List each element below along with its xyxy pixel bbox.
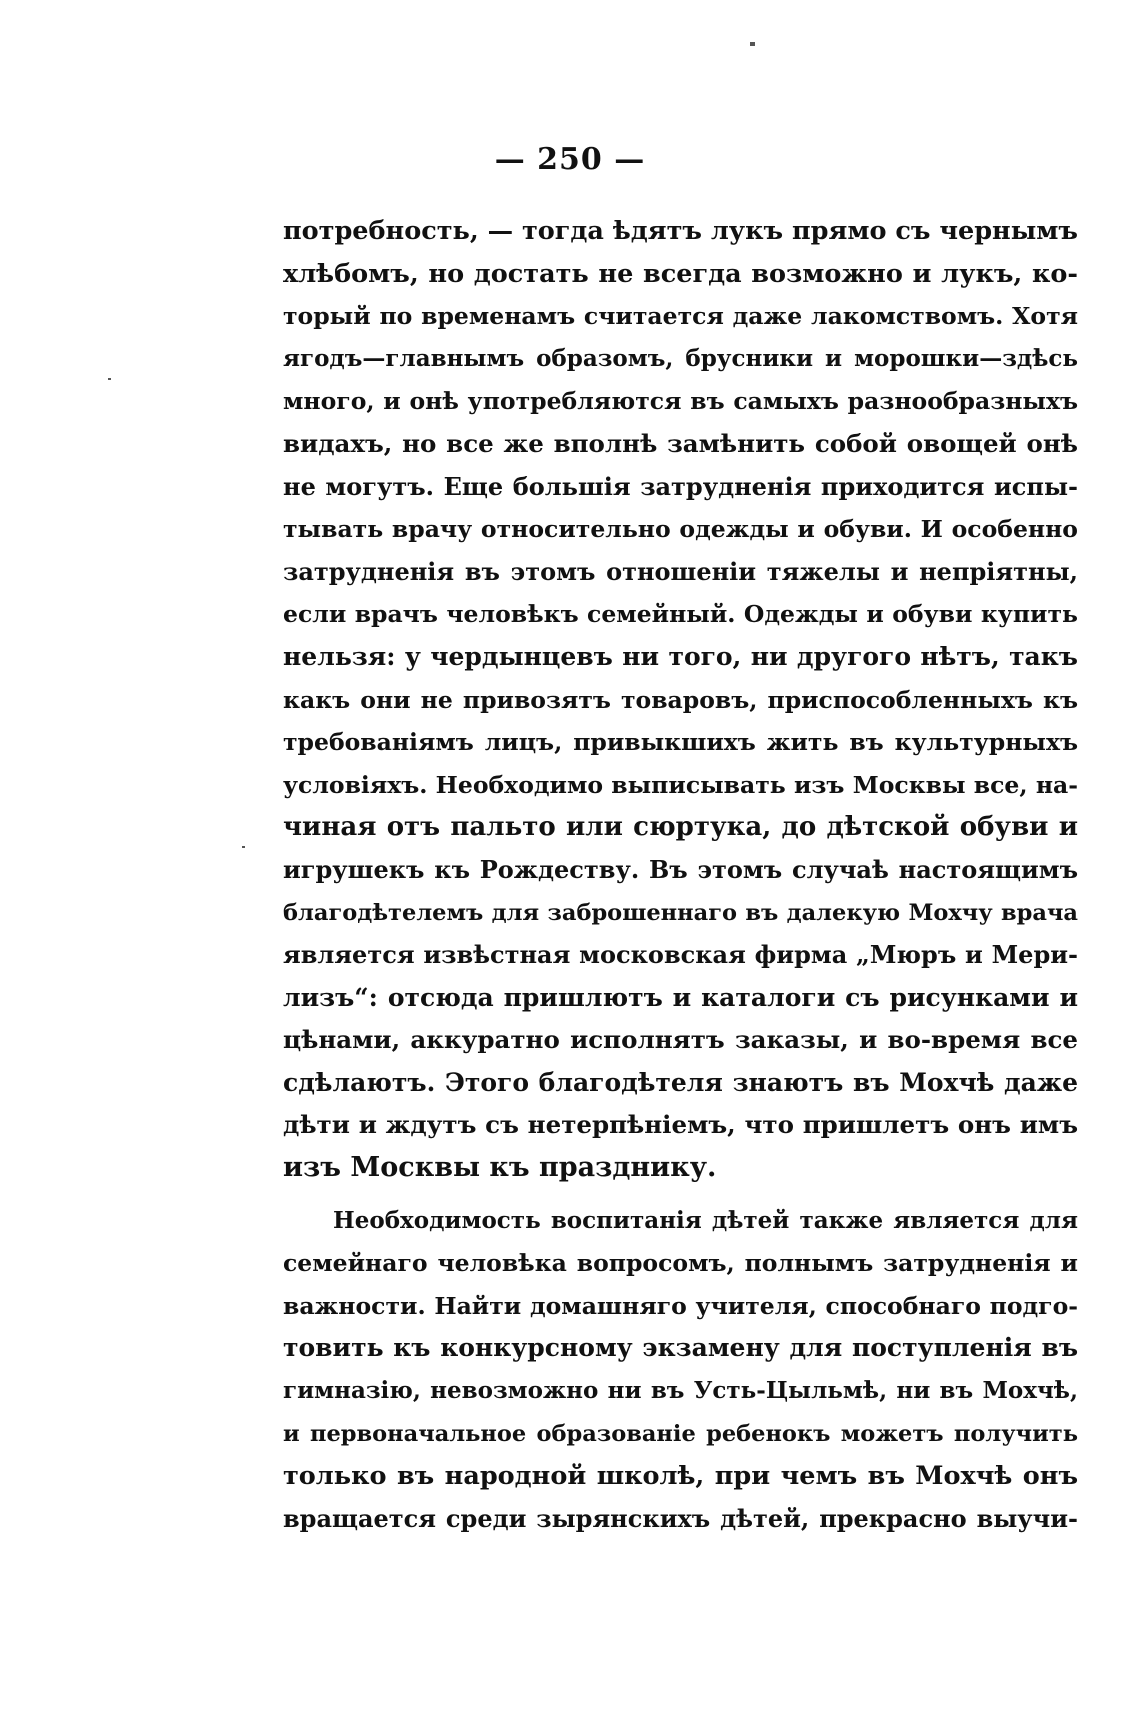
text-line: хлѣбомъ, но достать не всегда возможно и лукъ, ко- xyxy=(283,258,1078,289)
text-line: сдѣлаютъ. Этого благодѣтеля знаютъ въ Мохчѣ даже xyxy=(283,1067,1078,1097)
text-line: чиная отъ пальто или сюртука, до дѣтской обуви и xyxy=(283,812,1078,843)
text-line: важности. Найти домашняго учителя, способнаго подго- xyxy=(283,1291,1078,1320)
text-line: ягодъ—главнымъ образомъ, брусники и морошки—здѣсь xyxy=(283,344,1078,372)
text-line: нельзя: у чердынцевъ ни того, ни другого нѣтъ, такъ xyxy=(283,641,1078,671)
text-line: семейнаго человѣка вопросомъ, полнымъ затрудненія и xyxy=(283,1249,1078,1278)
text-line: игрушекъ къ Рождеству. Въ этомъ случаѣ настоящимъ xyxy=(283,854,1078,884)
text-line: товить къ конкурсному экзамену для поступленія въ xyxy=(283,1333,1078,1363)
text-line: благодѣтелемъ для заброшеннаго въ далекую Мохчу врача xyxy=(283,899,1078,926)
text-line: затрудненія въ этомъ отношеніи тяжелы и непріятны, xyxy=(283,556,1078,586)
text-line: дѣти и ждутъ съ нетерпѣніемъ, что пришлетъ онъ имъ xyxy=(283,1110,1078,1140)
text-line: Необходимость воспитанія дѣтей также является для xyxy=(333,1206,1078,1234)
text-line: если врачъ человѣкъ семейный. Одежды и обуви купить xyxy=(283,600,1078,629)
text-line: гимназію, невозможно ни въ Усть-Цыльмѣ, ни въ Мохчѣ, xyxy=(283,1377,1078,1405)
scan-speck xyxy=(750,42,755,46)
text-line: только въ народной школѣ, при чемъ въ Мохчѣ онъ xyxy=(283,1461,1078,1492)
text-line: и первоначальное образованіе ребенокъ можетъ получить xyxy=(283,1420,1078,1447)
text-line: является извѣстная московская фирма „Мюръ и Мери- xyxy=(283,940,1078,970)
text-line: торый по временамъ считается даже лакомствомъ. Хотя xyxy=(283,302,1078,331)
paragraph-gap xyxy=(283,1190,1078,1200)
text-line: какъ они не привозятъ товаровъ, приспособленныхъ къ xyxy=(283,685,1078,714)
body-text xyxy=(283,210,1078,1540)
text-line: видахъ, но все же вполнѣ замѣнить собой овощей онѣ xyxy=(283,428,1078,458)
text-line: цѣнами, аккуратно исполнятъ заказы, и во-время все xyxy=(283,1025,1078,1055)
text-line: требованіямъ лицъ, привыкшихъ жить въ культурныхъ xyxy=(283,728,1078,757)
page-number: — 250 — xyxy=(494,142,646,177)
text-line: лизъ“: отсюда пришлютъ и каталоги съ рисунками и xyxy=(283,982,1078,1012)
text-line: потребность, — тогда ѣдятъ лукъ прямо съ чернымъ xyxy=(283,216,1078,246)
text-line: тывать врачу относительно одежды и обуви. И особенно xyxy=(283,515,1078,544)
text-line: не могутъ. Еще большія затрудненія приходится испы- xyxy=(283,471,1078,501)
scan-speck xyxy=(242,846,245,848)
scan-speck xyxy=(108,378,111,380)
text-line: изъ Москвы къ празднику. xyxy=(283,1152,717,1184)
text-line: вращается среди зырянскихъ дѣтей, прекрасно выучи- xyxy=(283,1503,1078,1533)
text-line: много, и онѣ употребляются въ самыхъ разнообразныхъ xyxy=(283,387,1078,416)
text-line: условіяхъ. Необходимо выписывать изъ Москвы все, на- xyxy=(283,770,1078,799)
